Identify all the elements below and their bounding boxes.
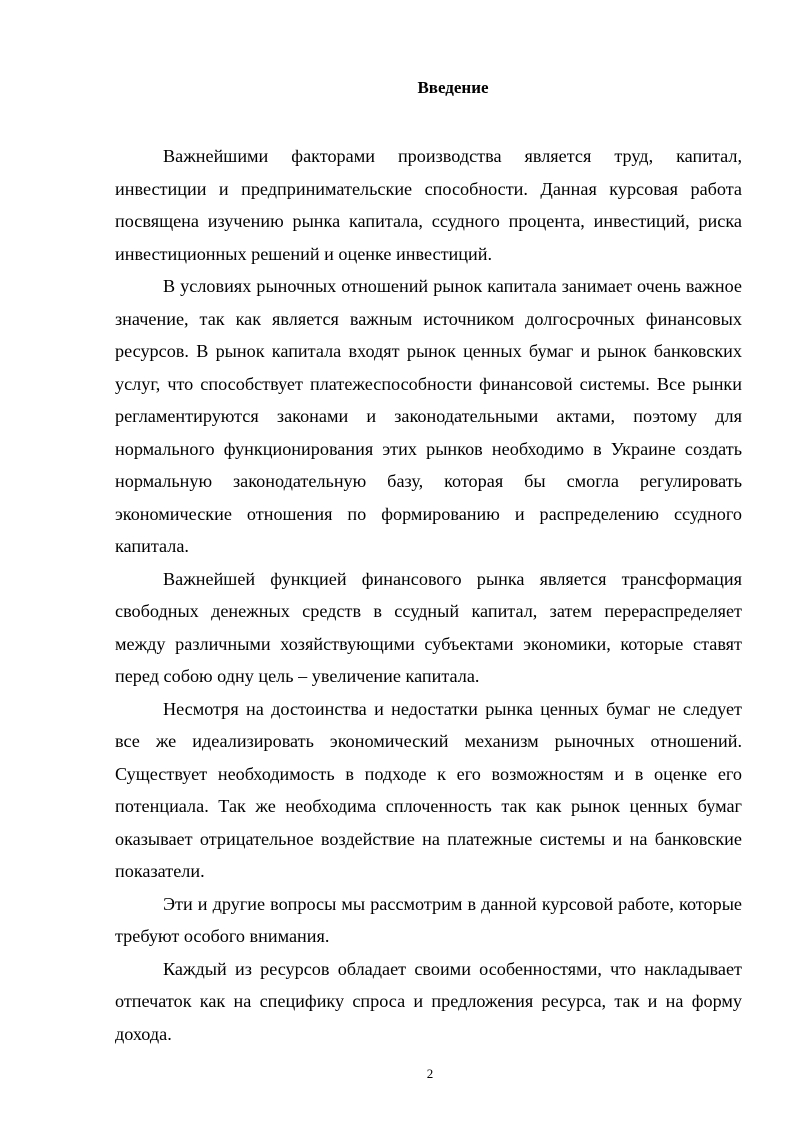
section-title: Введение <box>417 78 489 97</box>
body-text <box>115 140 742 1050</box>
paragraph-resources: Каждый из ресурсов обладает своими особенностями, что накладывает отпечаток как на специфику спроса и предложения ресурса, так и на форму дохода. <box>115 958 742 1044</box>
page-number: 2 <box>426 1066 434 1081</box>
paragraph-questions: Эти и другие вопросы мы рассмотрим в данной курсовой работе, которые требуют особого внимания. <box>115 893 742 946</box>
paragraph-capital-market: В условиях рыночных отношений рынок капитала занимает очень важное значение, так как является важным источником долгосрочных финансовых ресурсов. В рынок капитала входят рынок ценных бумаг и рынок банковских услуг, что способствует платежеспособности финансовой системы. Все рынки регламентируются законами и законодательными актами, поэтому для нормального функционирования этих рынков необходимо в Украине создать нормальную законодательную базу, которая бы смогла регулировать экономические отношения по формированию и распределению ссудного капитала. <box>115 276 742 556</box>
paragraph-intro: Важнейшими факторами производства является труд, капитал, инвестиции и предпринимательские способности. Данная курсовая работа посвящена изучению рынка капитала, ссудного процента, инвестиций, риска инвестиционных решений и оценке инвестиций. <box>115 146 742 264</box>
paragraph-financial-market-function: Важнейшей функцией финансового рынка является трансформация свободных денежных средств в ссудный капитал, затем перераспределяет между различными хозяйствующими субъектами экономики, которые ставят перед собою одну цель – увеличение капитала. <box>115 568 742 686</box>
paragraph-securities-market: Несмотря на достоинства и недостатки рынка ценных бумаг не следует все же идеализировать экономический механизм рыночных отношений. Существует необходимость в подходе к его возможностям и в оценке его потенциала. Так же необходима сплоченность так как рынок ценных бумаг оказывает отрицательное воздействие на платежные системы и на банковские показатели. <box>115 698 742 881</box>
